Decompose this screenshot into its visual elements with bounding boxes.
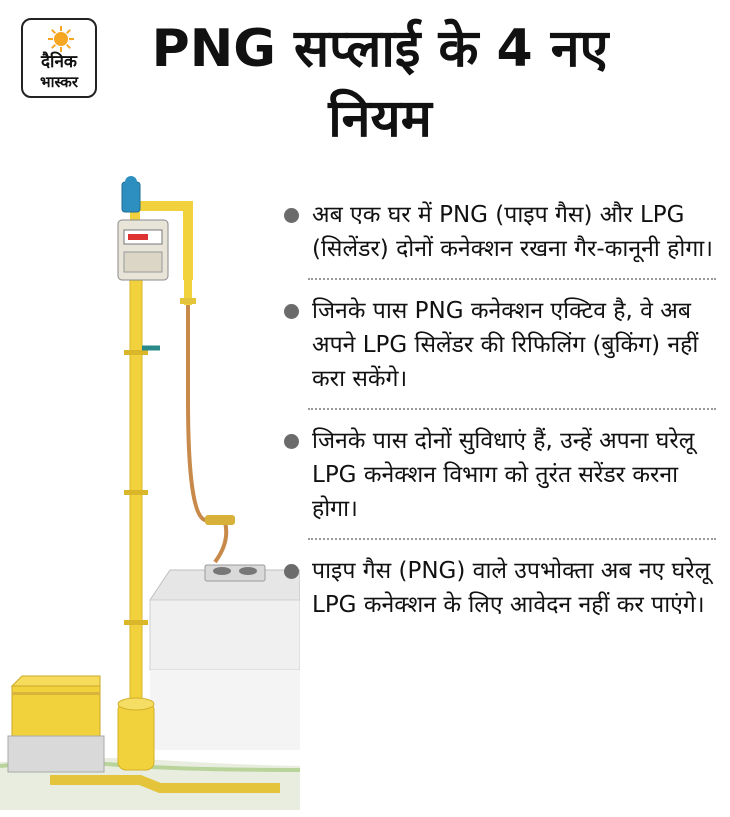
rule-item	[284, 198, 716, 266]
rule-item	[284, 294, 716, 396]
rule-text: अब एक घर में PNG (पाइप गैस) और LPG (सिलेंडर) दोनों कनेक्शन रखना गैर-कानूनी होगा।	[312, 202, 713, 262]
rule-text: जिनके पास PNG कनेक्शन एक्टिव है, वे अब अपने LPG सिलेंडर की रिफिलिंग (बुकिंग) नहीं करा सकेंगे।	[312, 298, 699, 392]
sun-icon	[47, 25, 75, 53]
gas-pipeline-illustration	[0, 170, 300, 810]
dotted-divider	[308, 408, 716, 410]
bullet-icon	[284, 564, 299, 579]
rule-text: पाइप गैस (PNG) वाले उपभोक्ता अब नए घरेलू LPG कनेक्शन के लिए आवेदन नहीं कर पाएंगे।	[312, 558, 711, 618]
dotted-divider	[308, 538, 716, 540]
logo-text-bhaskar: भास्कर	[40, 73, 78, 91]
dainik-bhaskar-logo	[21, 18, 97, 98]
page-title: PNG सप्लाई के 4 नए नियम	[151, 19, 609, 149]
rule-item	[284, 424, 716, 526]
rule-text: जिनके पास दोनों सुविधाएं हैं, उन्हें अपना घरेलू LPG कनेक्शन विभाग को तुरंत सरेंडर करना होगा।	[312, 428, 695, 522]
rules-list	[284, 198, 716, 622]
dotted-divider	[308, 278, 716, 280]
bullet-icon	[284, 434, 299, 449]
logo-text-dainik: दैनिक	[41, 52, 77, 72]
bullet-icon	[284, 208, 299, 223]
rule-item	[284, 554, 716, 622]
bullet-icon	[284, 304, 299, 319]
